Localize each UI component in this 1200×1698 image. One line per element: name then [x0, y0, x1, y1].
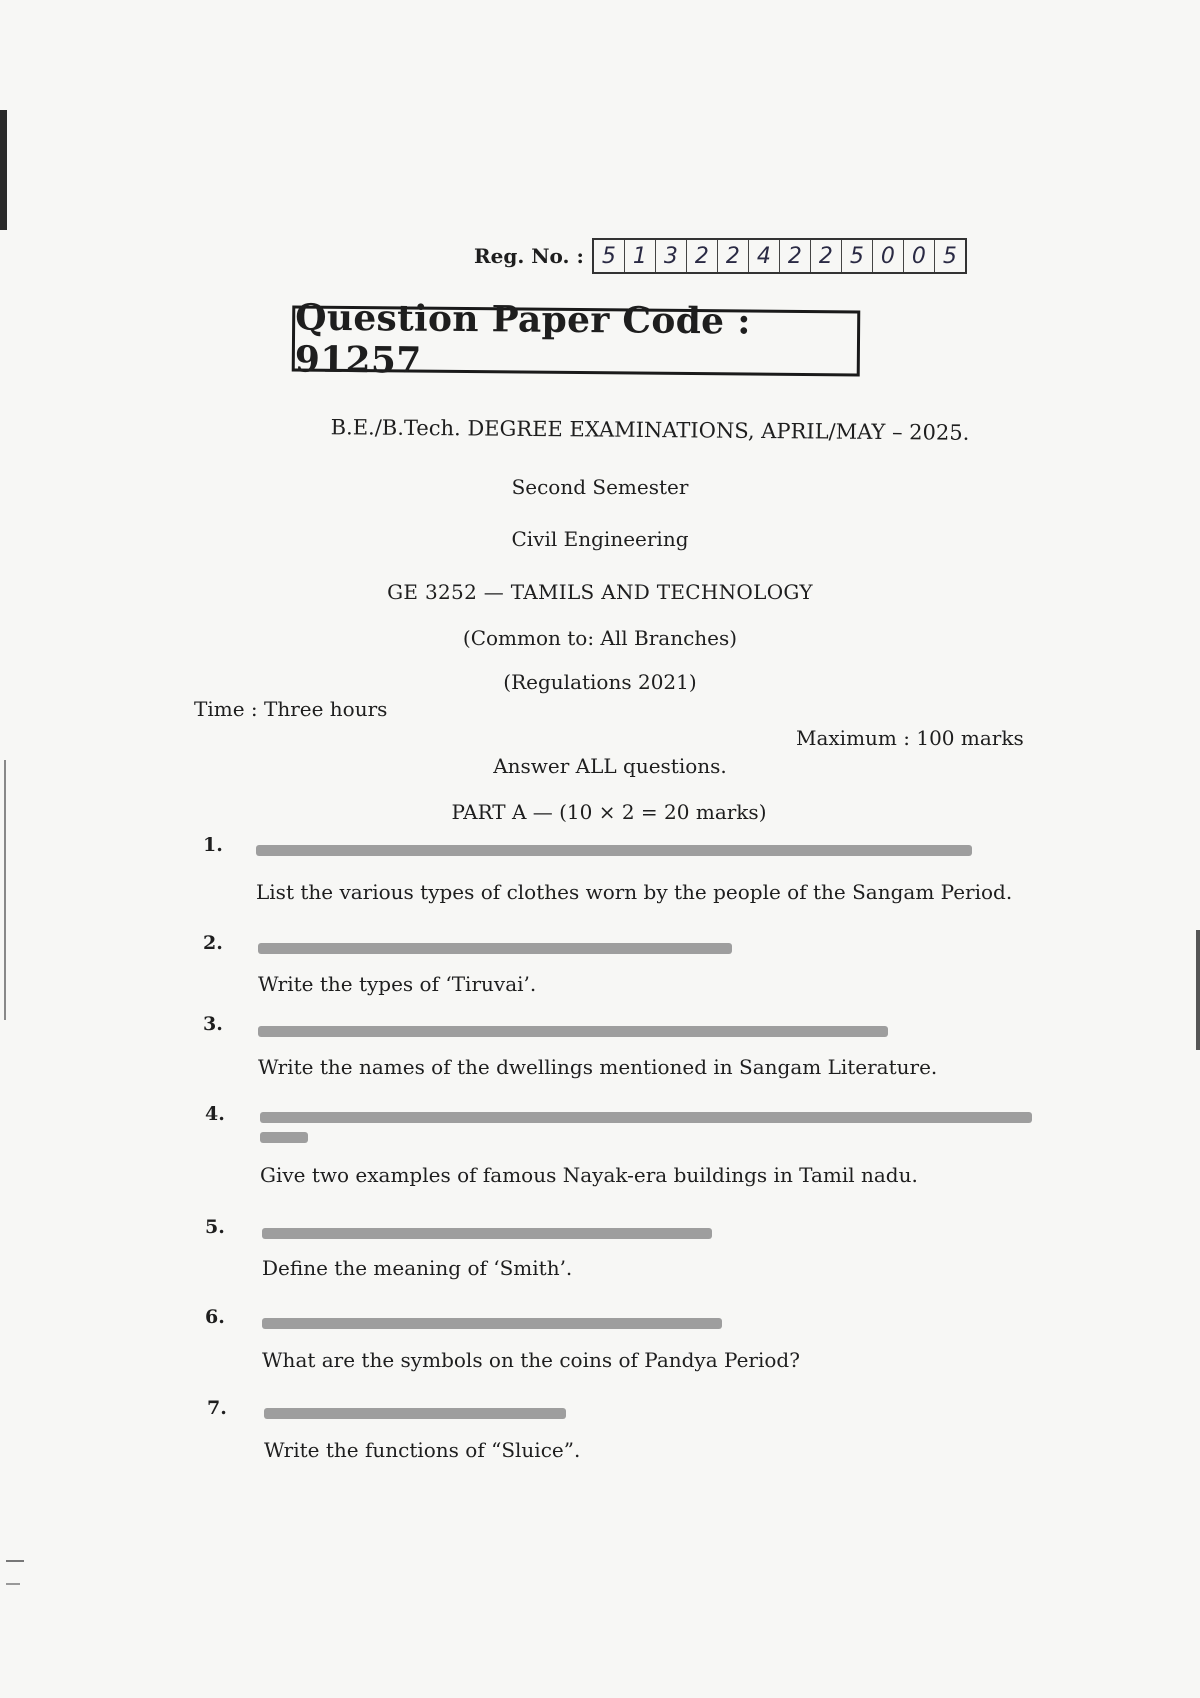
part-heading: PART A — (10 × 2 = 20 marks)	[451, 800, 767, 824]
registration-digit: 5	[594, 240, 625, 272]
question-text: What are the symbols on the coins of Pandya Period?	[262, 1348, 800, 1372]
question-text: Write the functions of “Sluice”.	[264, 1438, 581, 1462]
registration-digit: 5	[842, 240, 873, 272]
course-title: GE 3252 — TAMILS AND TECHNOLOGY	[387, 580, 813, 604]
tamil-question-text	[260, 1132, 308, 1143]
question-number: 7.	[207, 1397, 227, 1419]
instruction: Answer ALL questions.	[493, 754, 727, 778]
registration-digit: 0	[904, 240, 935, 272]
scan-edge-mark	[0, 110, 7, 230]
tamil-question-text	[264, 1408, 566, 1419]
question-number: 6.	[205, 1306, 225, 1328]
tamil-question-text	[260, 1112, 1032, 1123]
semester: Second Semester	[511, 475, 689, 499]
registration-digit: 2	[718, 240, 749, 272]
scan-edge-mark	[6, 1560, 24, 1562]
tamil-question-text	[258, 943, 732, 954]
tamil-question-text	[256, 845, 972, 856]
tamil-question-text	[258, 1026, 888, 1037]
question-number: 4.	[205, 1103, 225, 1125]
registration-digit: 2	[780, 240, 811, 272]
scan-edge-mark	[4, 760, 6, 1020]
question-text: Define the meaning of ‘Smith’.	[262, 1256, 573, 1280]
regulations: (Regulations 2021)	[503, 670, 697, 694]
question-number: 1.	[203, 834, 223, 856]
department: Civil Engineering	[511, 527, 689, 551]
degree-title: B.E./B.Tech. DEGREE EXAMINATIONS, APRIL/MAY – 2025.	[330, 415, 970, 445]
registration-digit: 5	[942, 243, 957, 269]
registration-label: Reg. No. :	[474, 244, 584, 268]
question-text: Write the names of the dwellings mentioned in Sangam Literature.	[258, 1055, 938, 1079]
question-text: Give two examples of famous Nayak-era buildings in Tamil nadu.	[260, 1163, 918, 1187]
question-number: 3.	[203, 1013, 223, 1035]
registration-number	[474, 238, 967, 274]
question-text: List the various types of clothes worn by the people of the Sangam Period.	[256, 880, 1013, 904]
registration-digit: 4	[749, 240, 780, 272]
common-to: (Common to: All Branches)	[462, 626, 738, 650]
tamil-question-text	[262, 1318, 722, 1329]
paper-code-box	[292, 296, 861, 382]
question-text: Write the types of ‘Tiruvai’.	[258, 972, 537, 996]
question-number: 2.	[203, 932, 223, 954]
scan-edge-mark	[1196, 930, 1200, 1050]
registration-digit: 2	[811, 240, 842, 272]
tamil-question-text	[262, 1228, 712, 1239]
exam-duration: Time : Three hours	[194, 697, 388, 721]
question-number: 5.	[205, 1216, 225, 1238]
registration-digit: 3	[656, 240, 687, 272]
registration-digit: 1	[625, 240, 656, 272]
registration-digit: 0	[873, 240, 904, 272]
registration-digit: 2	[687, 240, 718, 272]
paper-code: Question Paper Code : 91257	[294, 296, 751, 382]
scan-edge-mark	[6, 1583, 20, 1585]
max-marks: Maximum : 100 marks	[796, 726, 1024, 750]
registration-digit-boxes	[592, 238, 967, 274]
